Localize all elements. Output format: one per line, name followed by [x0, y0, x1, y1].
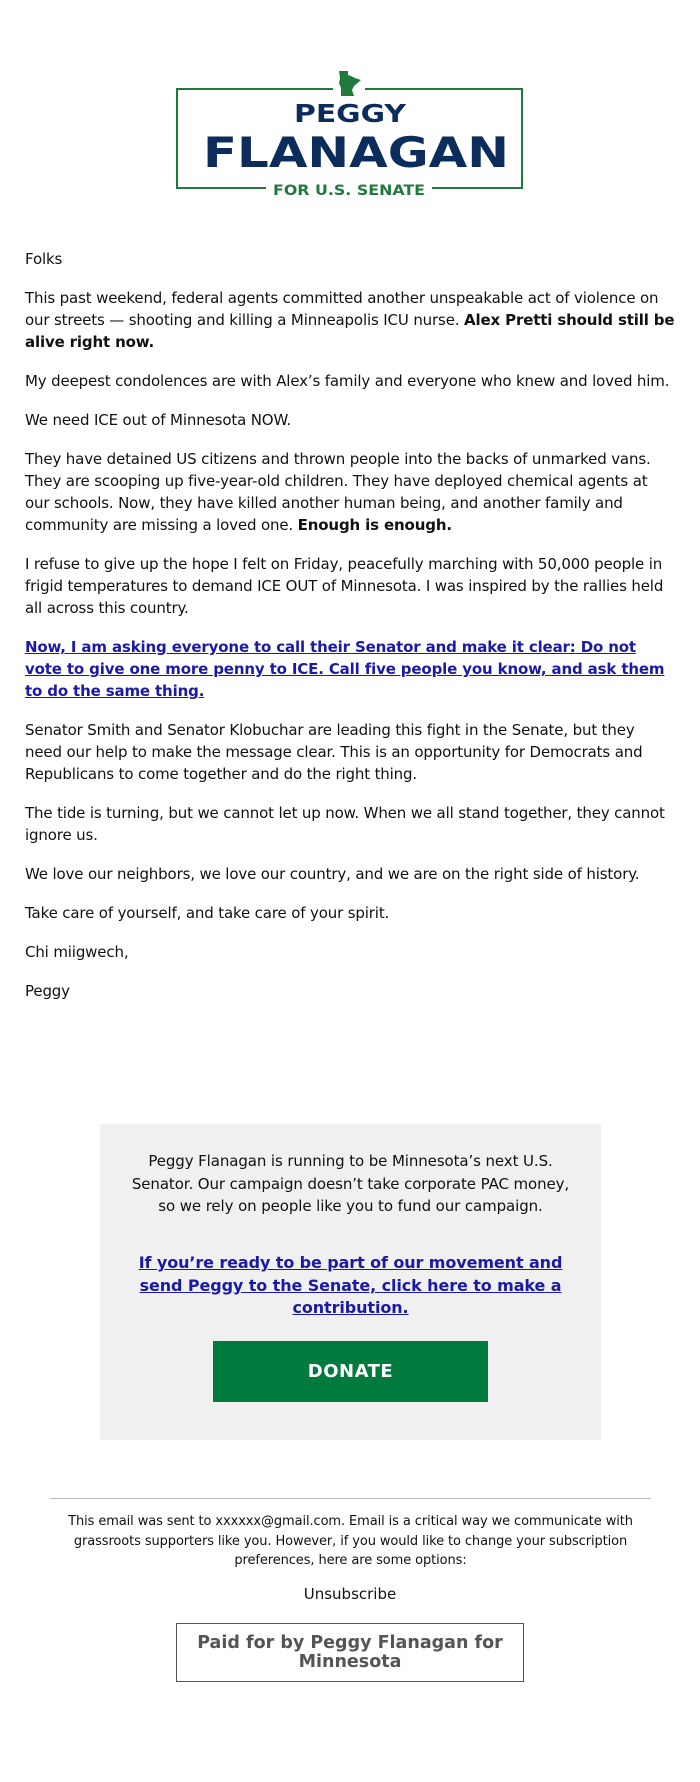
logo-last-name: FLANAGAN — [203, 128, 509, 177]
logo-tagline: FOR U.S. SENATE — [273, 183, 425, 199]
paragraph: The tide is turning, but we cannot let up now. When we all stand together, they cannot ignore us. — [25, 804, 665, 844]
paragraph — [25, 448, 675, 536]
donation-intro: Peggy Flanagan is running to be Minnesota’s next U.S. Senator. Our campaign doesn’t take corporate PAC money, so we rely on people like you to fund our campaign. — [131, 1152, 570, 1215]
paragraph: Take care of yourself, and take care of your spirit. — [25, 904, 390, 922]
closing: Chi miigwech, — [25, 943, 129, 961]
paragraph: Senator Smith and Senator Klobuchar are leading this fight in the Senate, but they need our help to make the message clear. This is an opportunity for Democrats and Republicans to come together and do the right thing. — [25, 721, 643, 783]
paragraph: My deepest condolences are with Alex’s family and everyone who knew and loved him. — [25, 372, 670, 390]
paragraph-bold-text: Enough is enough. — [297, 516, 452, 534]
signature: Peggy — [25, 982, 70, 1000]
paragraph: We love our neighbors, we love our country, and we are on the right side of history. — [25, 865, 640, 883]
paragraph: I refuse to give up the hope I felt on Friday, peacefully marching with 50,000 people in frigid temperatures to demand ICE OUT of Minnesota. I was inspired by the rallies held all across this country. — [25, 555, 664, 617]
footer-notice: This email was sent to xxxxxx@gmail.com. Email is a critical way we communicate with grassroots supporters like you. However, if you would like to change your subscription preferences, here are some options: — [68, 1514, 633, 1568]
email-body — [25, 248, 675, 1019]
paid-for-disclaimer — [176, 1623, 524, 1682]
disclaimer-text: Paid for by Peggy Flanagan for Minnesota — [197, 1632, 503, 1672]
campaign-logo — [0, 0, 700, 210]
minnesota-map-icon — [339, 71, 361, 96]
paragraph — [25, 636, 675, 702]
paragraph-text: This past weekend, federal agents committed another unspeakable act of violence on our streets — shooting and killing a Minneapolis ICU nurse. — [25, 289, 659, 329]
paragraph — [25, 287, 675, 353]
call-senator-link[interactable]: Now, I am asking everyone to call their Senator and make it clear: Do not vote to give one more penny to ICE. Call five people you know, and ask them to do the same thing. — [25, 638, 665, 700]
contribution-link[interactable]: If you’re ready to be part of our movement and send Peggy to the Senate, click here to make a contribution. — [138, 1253, 563, 1317]
greeting: Folks — [25, 250, 63, 268]
donation-box — [100, 1124, 601, 1440]
paragraph-text: They have detained US citizens and thrown people into the backs of unmarked vans. They are scooping up five-year-old children. They have deployed chemical agents at our schools. Now, they have killed another human being, and another family and community are missing a loved one. — [25, 450, 651, 534]
donate-button[interactable]: DONATE — [213, 1341, 488, 1402]
unsubscribe-link[interactable]: Unsubscribe — [303, 1585, 397, 1603]
paragraph-bold-text: Alex Pretti should still be alive right now. — [25, 311, 675, 351]
logo-first-name: PEGGY — [294, 99, 408, 128]
footer-divider — [50, 1498, 651, 1499]
paragraph: We need ICE out of Minnesota NOW. — [25, 411, 292, 429]
